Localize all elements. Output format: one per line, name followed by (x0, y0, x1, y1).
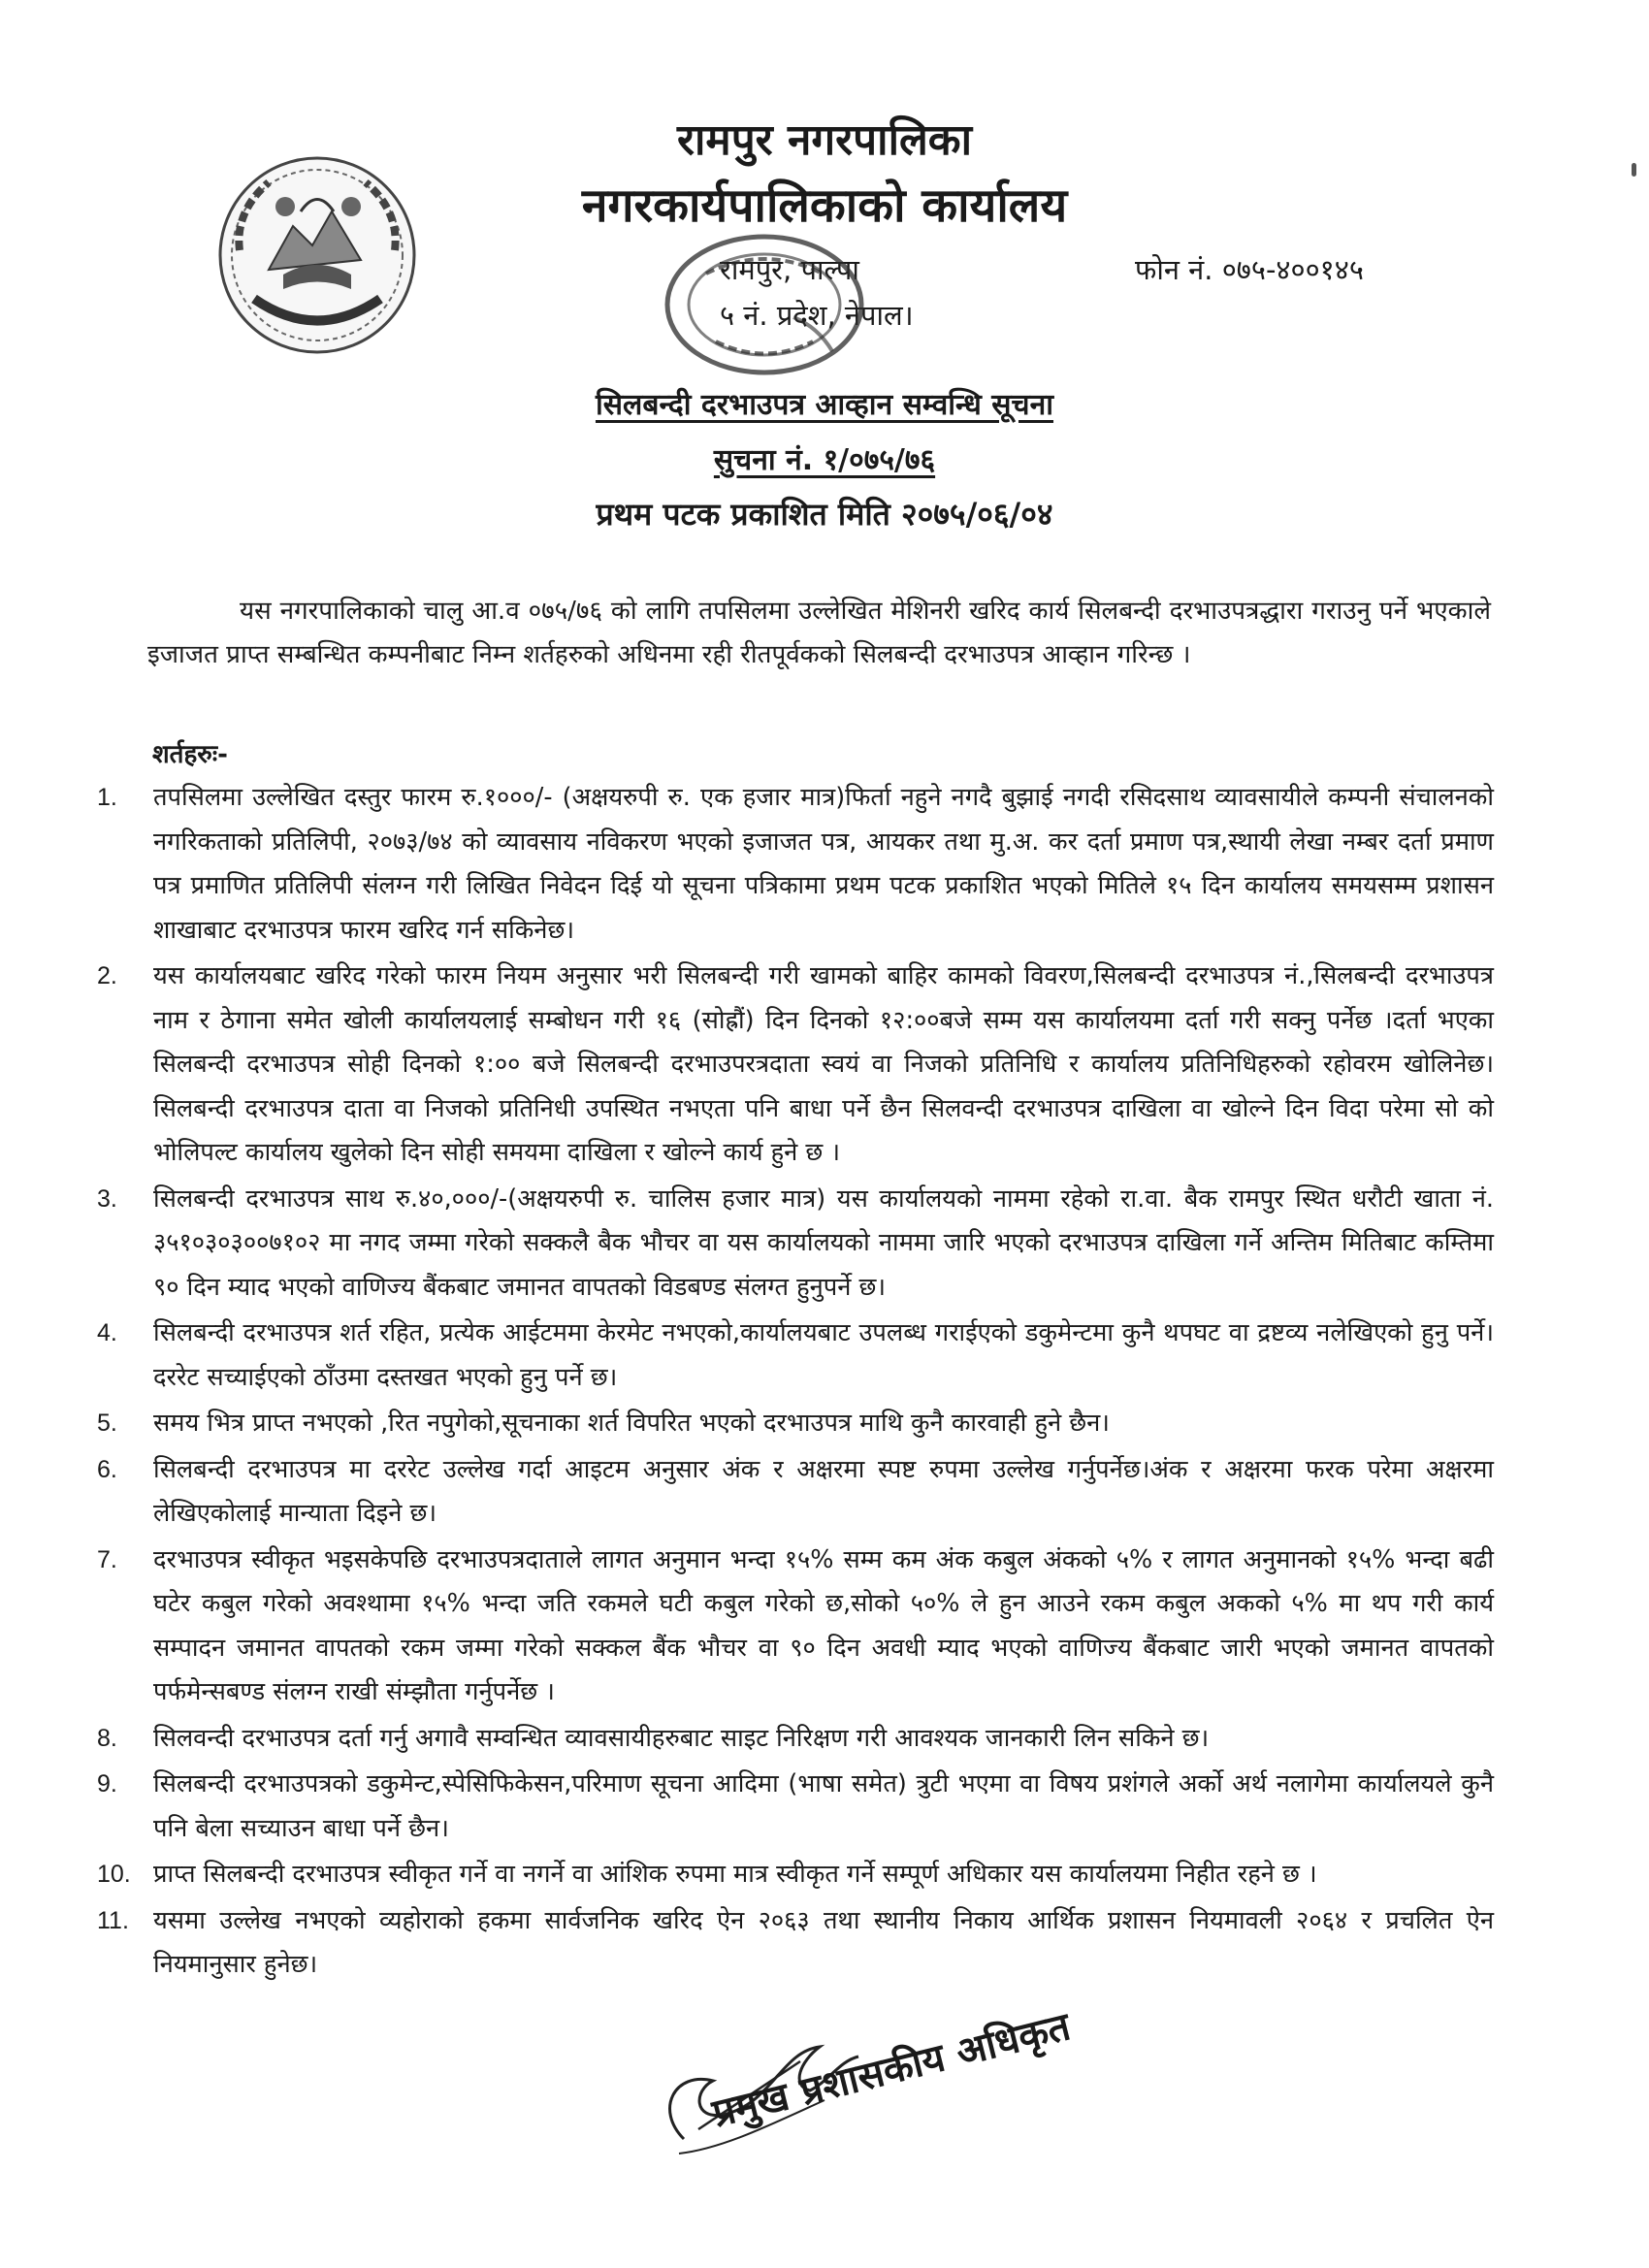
office-stamp-icon (648, 225, 876, 390)
notice-number: सुचना नं. १/०७५/७६ (713, 443, 936, 477)
condition-text: सिलबन्दी दरभाउपत्र मा दररेट उल्लेख गर्दा आइटम अनुसार अंक र अक्षरमा स्पष्ट रुपमा उल्लेख गर्नुपर्नेछ।अंक र अक्षरमा फरक परेमा अक्षरमा लेखिएकोलाई मान्याता दिइने छ। (153, 1454, 1494, 1528)
publication-date: प्रथम पटक प्रकाशित मिति २०७५/०६/०४ (596, 496, 1053, 533)
condition-text: सिलबन्दी दरभाउपत्र शर्त रहित, प्रत्येक आईटममा केरमेट नभएको,कार्यालयबाट उपलब्ध गराईएको डकुमेन्टमा कुनै थपघट वा द्रष्टव्य नलेखिएको हुनु पर्ने। दररेट सच्याईएको ठाँउमा दस्तखत भएको हुनु पर्ने छ। (153, 1318, 1494, 1392)
municipality-name: रामपुर नगरपालिका (676, 115, 972, 165)
condition-number: 3. (97, 1184, 117, 1213)
condition-item (97, 1448, 1494, 1537)
condition-text: दरभाउपत्र स्वीकृत भइसकेपछि दरभाउपत्रदाताले लागत अनुमान भन्दा १५% सम्म कम अंक कबुल अंकको ५% र लागत अनुमानको १५% भन्दा बढी घटेर कबुल गरेको अवश्थामा १५% भन्दा जति रकमले घटी कबुल गरेको छ,सोको ५०% ले हुन आउने रकम कबुल अकको ५% मा थप गरी कार्य सम्पादन जमानत वापतको रकम जम्मा गरेको सक्कल बैंक भौचर वा ९० दिन अवधी म्याद भएको वाणिज्य बैंकबाट जारी भएको जमानत वापतको पर्फमेन्सबण्ड संलग्न राखी संम्झौता गर्नुपर्नेछ । (153, 1544, 1494, 1706)
condition-text: यसमा उल्लेख नभएको व्यहोराको हकमा सार्वजनिक खरिद ऐन २०६३ तथा स्थानीय निकाय आर्थिक प्रशासन नियमावली २०६४ र प्रचलित ऐन नियमानुसार हुनेछ। (153, 1905, 1494, 1979)
condition-number: 8. (97, 1724, 117, 1752)
condition-item (97, 776, 1494, 953)
condition-item (97, 1402, 1494, 1446)
condition-item (97, 1853, 1494, 1897)
condition-item (97, 1539, 1494, 1715)
condition-number: 5. (97, 1409, 117, 1437)
condition-number: 9. (97, 1770, 117, 1798)
condition-item (97, 1178, 1494, 1311)
condition-item (97, 1763, 1494, 1851)
conditions-heading: शर्तहरुः- (152, 740, 228, 769)
conditions-list (97, 776, 1494, 1988)
condition-text: यस कार्यालयबाट खरिद गरेको फारम नियम अनुसार भरी सिलबन्दी गरी खामको बाहिर कामको विवरण,सिलबन्दी दरभाउपत्र नं.,सिलबन्दी दरभाउपत्र नाम र ठेगाना समेत खोली कार्यालयलाई सम्बोधन गरी १६ (सोह्रौं) दिन दिनको १२:००बजे सम्म यस कार्यालयमा दर्ता गरी सक्नु पर्नेछ ।दर्ता भएका सिलबन्दी दरभाउपत्र सोही दिनको १:०० बजे सिलबन्दी दरभाउपरत्रदाता स्वयं वा निजको प्रतिनिधि र कार्यालय प्रतिनिधिहरुको रहोवरम खोलिनेछ।सिलबन्दी दरभाउपत्र दाता वा निजको प्रतिनिधी उपस्थित नभएता पनि बाधा पर्ने छैन सिलवन्दी दरभाउपत्र दाखिला वा खोल्ने दिन विदा परेमा सो को भोलिपल्ट कार्यालय खुलेको दिन सोही समयमा दाखिला र खोल्ने कार्य हुने छ । (153, 961, 1494, 1167)
condition-number: 6. (97, 1455, 117, 1483)
intro-paragraph: यस नगरपालिकाको चालु आ.व ०७५/७६ को लागि तपसिलमा उल्लेखित मेशिनरी खरिद कार्य सिलबन्दी दरभाउपत्रद्धारा गराउनु पर्ने भएकाले इजाजत प्राप्त सम्बन्धित कम्पनीबाट निम्न शर्तहरुको अधिनमा रही रीतपूर्वकको सिलबन्दी दरभाउपत्र आव्हान गरिन्छ । (147, 597, 1491, 669)
address-line-2: ५ नं. प्रदेश, नेपाल। (720, 299, 914, 332)
condition-text: समय भित्र प्राप्त नभएको ,रित नपुगेको,सूचनाका शर्त विपरित भएको दरभाउपत्र माथि कुनै कारवाही हुने छैन। (153, 1409, 1110, 1438)
address-line-1: रामपुर, पाल्पा (720, 253, 859, 286)
condition-text: सिलवन्दी दरभाउपत्र दर्ता गर्नु अगावै सम्वन्धित व्यावसायीहरुबाट साइट निरिक्षण गरी आवश्यक जानकारी लिन सकिने छ। (153, 1723, 1210, 1753)
phone-number: फोन नं. ०७५-४००१४५ (1135, 253, 1364, 286)
office-name: नगरकार्यपालिकाको कार्यालय (581, 178, 1068, 233)
condition-number: 4. (97, 1319, 117, 1346)
condition-number: 7. (97, 1545, 117, 1573)
notice-title: सिलबन्दी दरभाउपत्र आव्हान सम्वन्धि सूचना (595, 388, 1054, 422)
condition-text: प्राप्त सिलबन्दी दरभाउपत्र स्वीकृत गर्ने वा नगर्ने वा आंशिक रुपमा मात्र स्वीकृत गर्ने सम्पूर्ण अधिकार यस कार्यालयमा निहीत रहने छ । (153, 1860, 1317, 1889)
condition-number: 10. (97, 1861, 131, 1888)
condition-number: 2. (97, 962, 117, 989)
condition-item (97, 1717, 1494, 1762)
condition-item (97, 955, 1494, 1176)
condition-item (97, 1312, 1494, 1400)
condition-item (97, 1899, 1494, 1988)
condition-text: तपसिलमा उल्लेखित दस्तुर फारम रु.१०००/- (अक्षयरुपी रु. एक हजार मात्र)फिर्ता नहुने नगदै बुझाई नगदी रसिदसाथ व्यावसायीले कम्पनी संचालनको नगरिकताको प्रतिलिपी, २०७३/७४ को व्यावसाय नविकरण भएको इजाजत पत्र, आयकर तथा मु.अ. कर दर्ता प्रमाण पत्र,स्थायी लेखा नम्बर दर्ता प्रमाण पत्र प्रमाणित प्रतिलिपी संलग्न गरी लिखित निवेदन दिई यो सूचना पत्रिकामा प्रथम पटक प्रकाशित भएको मितिले १५ दिन कार्यालय समयसम्म प्रशासन शाखाबाट दरभाउपत्र फारम खरिद गर्न सकिनेछ। (153, 783, 1494, 945)
signatory-title: प्रमुख प्रशासकीय अधिकृत (708, 2004, 1075, 2137)
condition-number: 11. (97, 1906, 129, 1934)
condition-text: सिलबन्दी दरभाउपत्रको डकुमेन्ट,स्पेसिफिकेसन,परिमाण सूचना आदिमा (भाषा समेत) त्रुटी भएमा वा विषय प्रशंगले अर्को अर्थ नलागेमा कार्यालयले कुनै पनि बेला सच्याउन बाधा पर्ने छैन। (153, 1769, 1494, 1843)
condition-text: सिलबन्दी दरभाउपत्र साथ रु.४०,०००/-(अक्षयरुपी रु. चालिस हजार मात्र) यस कार्यालयको नाममा रहेको रा.वा. बैक रामपुर स्थित धरौटी खाता नं. ३५१०३०३००७१०२ मा नगद जम्मा गरेको सक्कलै बैक भौचर वा यस कार्यालयको नाममा जारि भएको दरभाउपत्र दाखिला गर्ने अन्तिम मितिबाट कम्तिमा ९० दिन म्याद भएको वाणिज्य बैंकबाट जमानत वापतको विडबण्ड संलग्त हुनुपर्ने छ। (153, 1183, 1494, 1302)
scan-mark (1632, 163, 1636, 177)
condition-number: 1. (97, 784, 117, 811)
